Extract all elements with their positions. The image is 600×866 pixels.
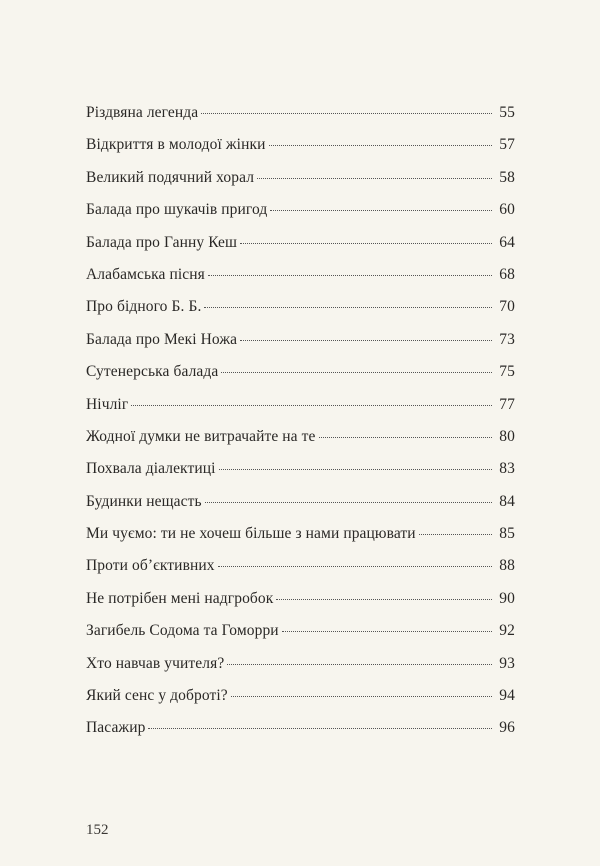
dot-leader (240, 243, 492, 244)
toc-entry-page: 93 (499, 654, 515, 672)
dot-leader (218, 566, 492, 567)
toc-entry-title: Будинки нещасть (86, 492, 202, 510)
toc-entry (86, 460, 515, 492)
table-of-contents (86, 104, 515, 752)
toc-entry-page: 77 (499, 395, 515, 413)
toc-entry-page: 94 (499, 687, 515, 705)
toc-entry-title: Сутенерська балада (86, 363, 219, 381)
toc-entry (86, 266, 515, 298)
dot-leader (231, 696, 492, 697)
toc-entry-title: Відкриття в молодої жінки (86, 136, 266, 154)
toc-entry-title: Пасажир (86, 719, 146, 737)
dot-leader (270, 210, 492, 211)
toc-entry-page: 96 (499, 719, 515, 737)
page-number: 152 (86, 822, 109, 838)
toc-entry-title: Жодної думки не витрачайте на те (86, 427, 316, 445)
toc-entry (86, 525, 515, 557)
dot-leader (257, 178, 492, 179)
toc-entry-page: 70 (499, 298, 515, 316)
dot-leader (240, 340, 492, 341)
toc-entry-page: 92 (499, 622, 515, 640)
toc-entry-title: Ми чуємо: ти не хочеш більше з нами працювати (86, 525, 416, 543)
toc-entry (86, 136, 515, 168)
toc-entry (86, 298, 515, 330)
toc-entry-page: 85 (499, 525, 515, 543)
toc-entry (86, 363, 515, 395)
toc-entry-title: Великий подячний хорал (86, 168, 255, 186)
toc-entry-title: Балада про Мекі Ножа (86, 330, 238, 348)
dot-leader (282, 631, 492, 632)
toc-entry-title: Про бідного Б. Б. (86, 298, 202, 316)
toc-entry-page: 64 (499, 233, 515, 251)
toc-entry-page: 55 (499, 104, 515, 121)
toc-entry-title: Похвала діалектиці (86, 460, 216, 478)
toc-entry (86, 428, 515, 460)
toc-entry-page: 90 (499, 589, 515, 607)
toc-entry (86, 396, 515, 428)
toc-entry (86, 655, 515, 687)
toc-entry-page: 57 (499, 136, 515, 154)
dot-leader (419, 534, 492, 535)
toc-entry-page: 68 (499, 265, 515, 283)
toc-entry-title: Алабамська пісня (86, 265, 205, 283)
toc-entry-page: 58 (499, 168, 515, 186)
toc-entry (86, 234, 515, 266)
toc-entry-page: 75 (499, 363, 515, 381)
toc-entry-title: Загибель Содома та Гоморри (86, 622, 279, 640)
dot-leader (276, 599, 492, 600)
toc-entry (86, 687, 515, 719)
toc-entry-title: Не потрібен мені надгробок (86, 589, 274, 607)
toc-entry (86, 719, 515, 751)
toc-entry-page: 73 (499, 330, 515, 348)
toc-entry (86, 590, 515, 622)
toc-entry (86, 493, 515, 525)
dot-leader (227, 664, 492, 665)
toc-entry (86, 331, 515, 363)
dot-leader (148, 728, 492, 729)
toc-entry (86, 169, 515, 201)
toc-entry-page: 83 (499, 460, 515, 478)
toc-entry-title: Який сенс у доброті? (86, 687, 228, 705)
toc-entry-title: Балада про шукачів пригод (86, 201, 268, 219)
dot-leader (221, 372, 492, 373)
dot-leader (201, 113, 492, 114)
dot-leader (131, 405, 492, 406)
toc-entry (86, 622, 515, 654)
toc-entry-page: 80 (499, 427, 515, 445)
toc-entry-title: Балада про Ганну Кеш (86, 233, 238, 251)
toc-entry-page: 60 (499, 201, 515, 219)
dot-leader (219, 469, 492, 470)
toc-entry (86, 557, 515, 589)
dot-leader (205, 502, 492, 503)
toc-entry-title: Нічліг (86, 395, 129, 413)
toc-entry-title: Проти об’єктивних (86, 557, 215, 575)
dot-leader (269, 145, 493, 146)
toc-entry-page: 84 (499, 492, 515, 510)
toc-entry-title: Хто навчав учителя? (86, 654, 225, 672)
dot-leader (204, 307, 492, 308)
toc-entry-page: 88 (499, 557, 515, 575)
toc-entry-title: Різдвяна легенда (86, 104, 199, 121)
dot-leader (319, 437, 493, 438)
toc-entry (86, 201, 515, 233)
dot-leader (208, 275, 492, 276)
toc-entry (86, 104, 515, 136)
